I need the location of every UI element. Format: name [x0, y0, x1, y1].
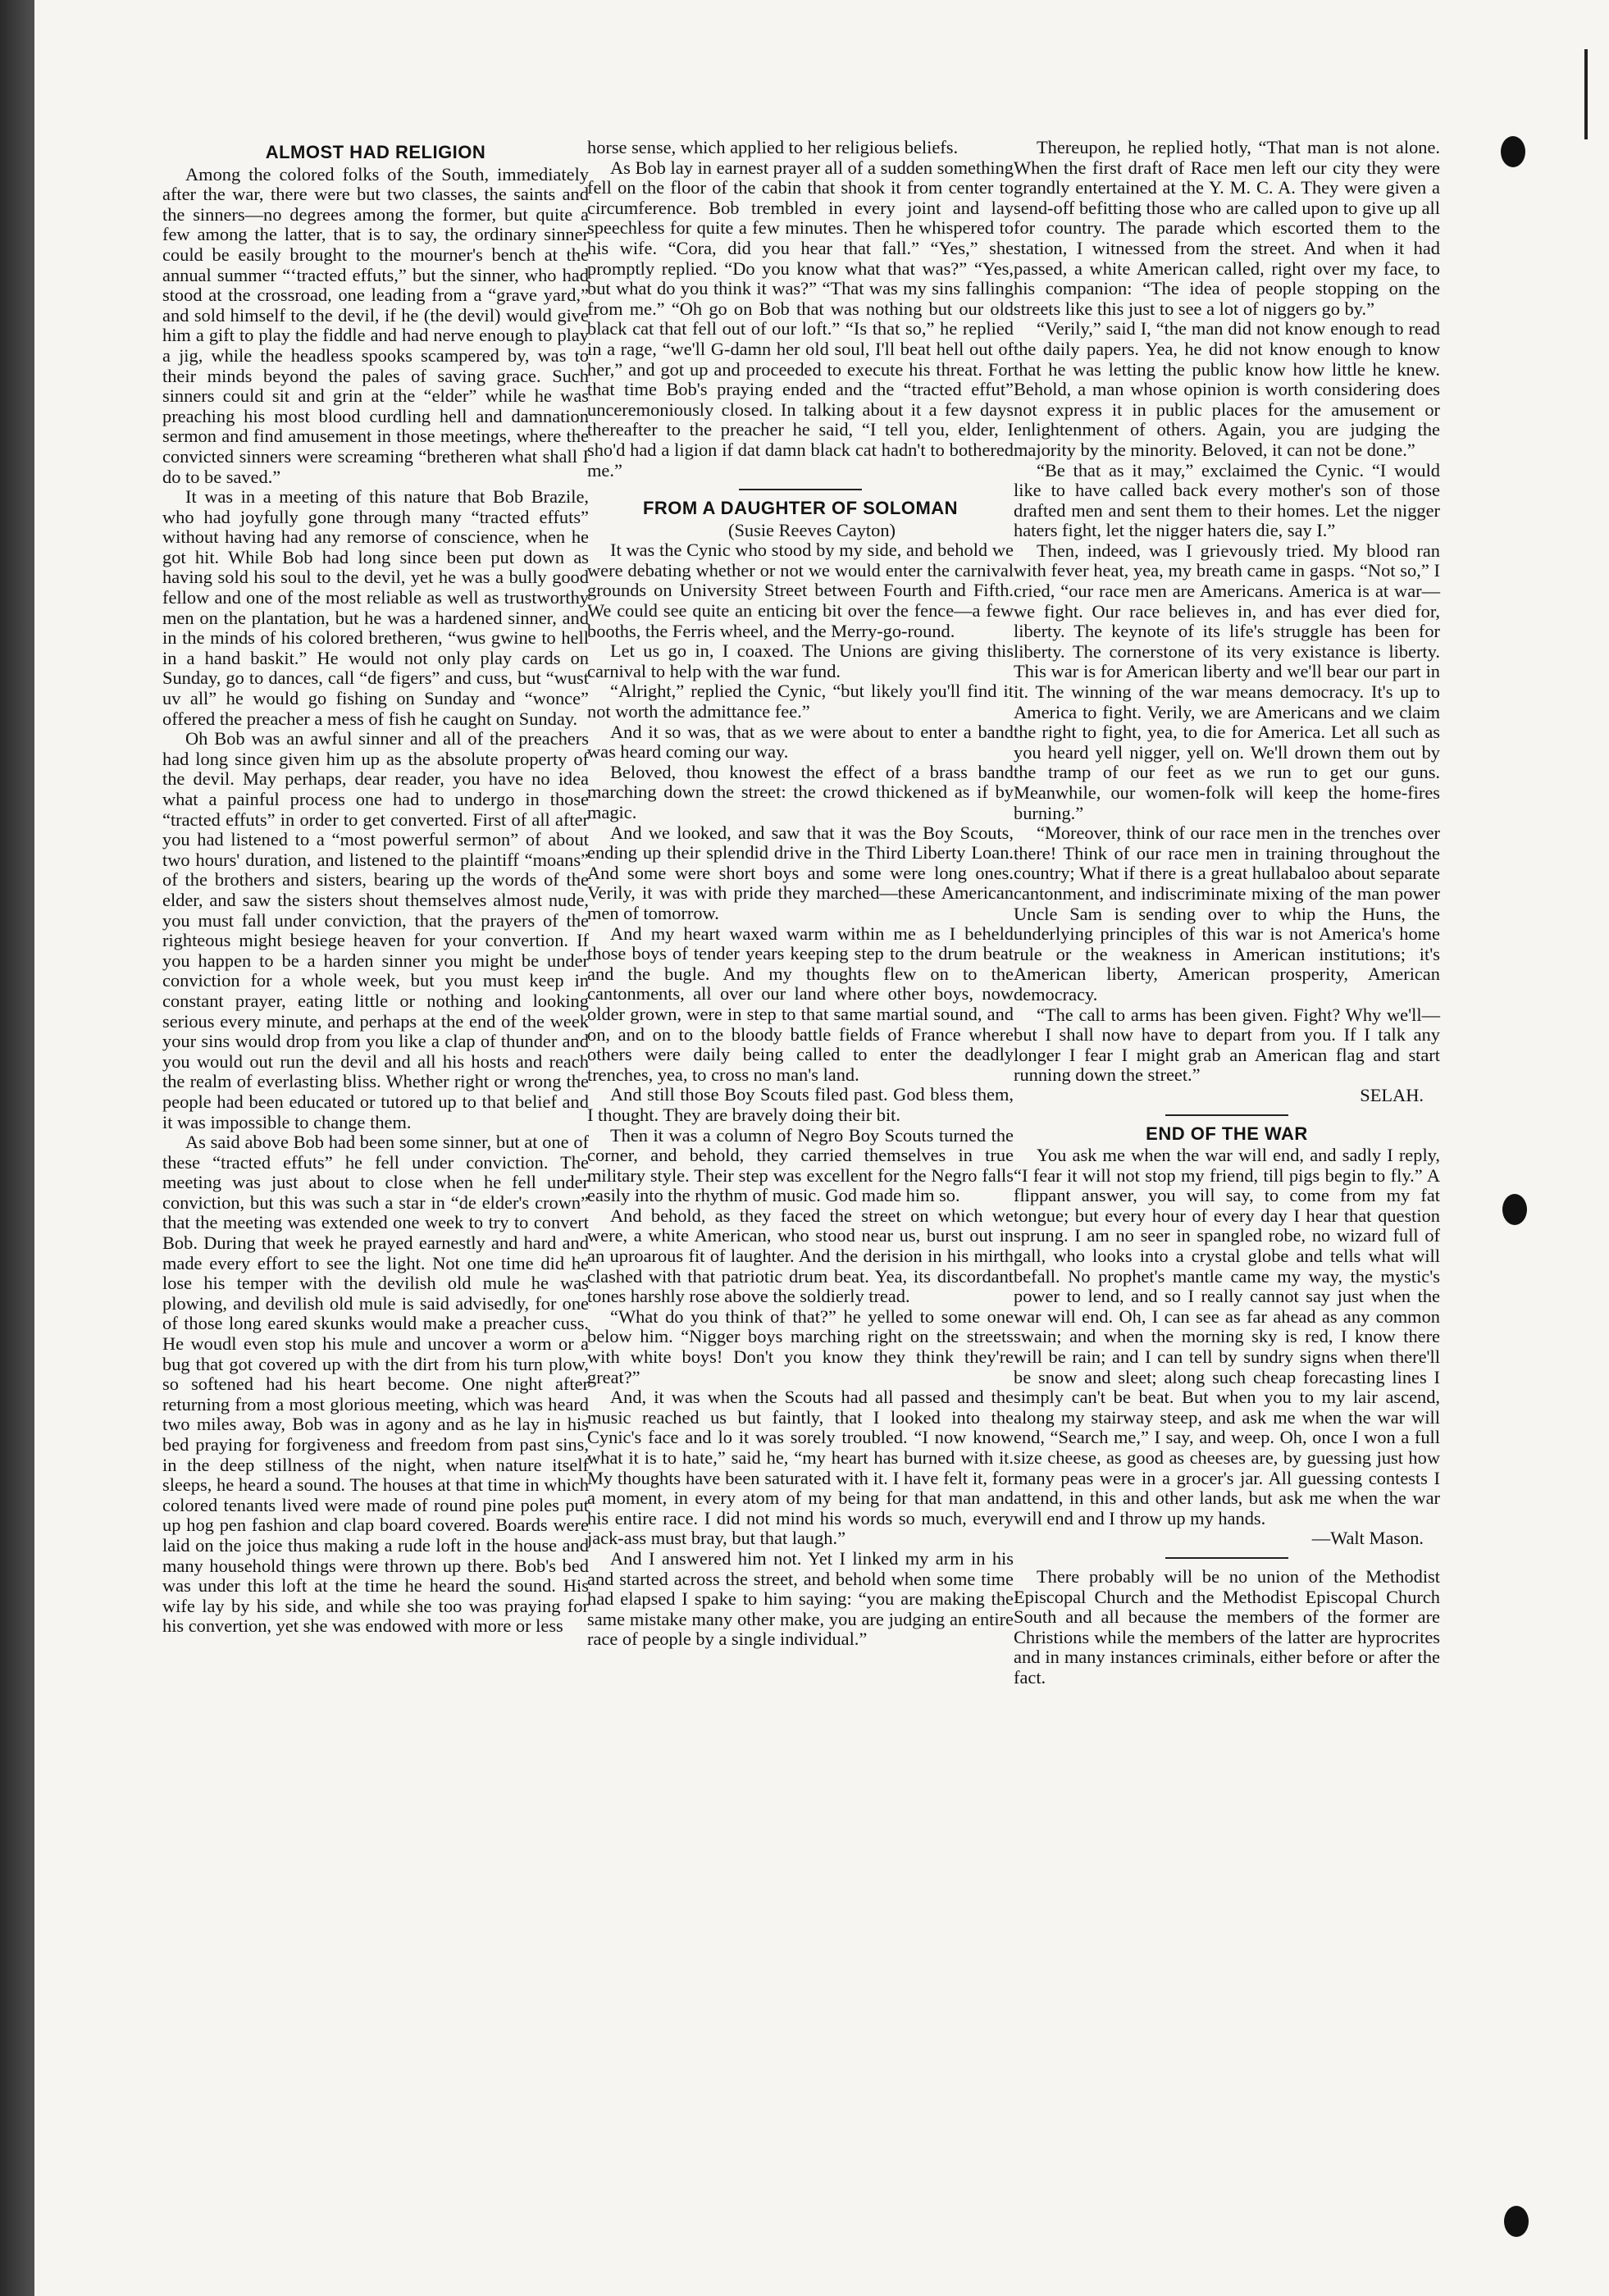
paragraph: Beloved, thou knowest the effect of a brass band marching down the street: the crowd thickened as if by magic.	[587, 761, 1014, 822]
paragraph: And, it was when the Scouts had all passed and the music reached us but faintly, that I looked into the Cynic's face and lo it was sorely troubled. “I now know what it is to hate,” said he, “my heart has burned with it. My thoughts have been saturated with it. I have felt it, for a moment, in every atom of my being for that man and his entire race. I did not mind his words so much, every jack-ass must bray, but that laugh.”	[587, 1387, 1014, 1549]
margin-mark	[1584, 49, 1588, 139]
paragraph: “Alright,” replied the Cynic, “but likely you'll find it not worth the admittance fee.”	[587, 681, 1014, 722]
column-2	[587, 138, 1014, 1650]
article-title-end-of-the-war: END OF THE WAR	[1146, 1123, 1308, 1144]
paragraph: And it so was, that as we were about to enter a band was heard coming our way.	[587, 721, 1014, 763]
punch-hole	[1502, 1194, 1527, 1225]
paragraph: Thereupon, he replied hotly, “That man is not alone. When the first draft of Race men left our city they were grandly entertained at the Y. M. C. A. They were given a send-off befitting those who are called upon to give up all for country. The parade which escorted them to the station, I witnessed from the street. And when it had passed, a white American called, right over my face, to his companion: “The idea of people stopping on the streets like this just to see a lot of niggers go by.”	[1014, 137, 1440, 319]
paragraph: “Verily,” said I, “the man did not know enough to read the daily papers. Yea, he did not know enough to know that he was letting the public know how little he knew. Behold, a man whose opinion is worth considering does not express it in public places for the amusement or enlightenment of others. Again, you are judging the majority by the minority. Beloved, it can not be done.”	[1014, 318, 1440, 460]
article-title-daughter-of-soloman: FROM A DAUGHTER OF SOLOMAN	[642, 498, 959, 519]
paragraph: As said above Bob had been some sinner, but at one of these “tracted effuts” he fell under conviction. The meeting was just about to close when he fell under conviction, but this was such a star in “de elder's crown” that the meeting was extended one week to try to convert Bob. During that week he prayed earnestly and hard and made every effort to see the light. Not one time did he lose his temper with the devilish old mule he was plowing, and devilish old mule is said advisedly, for one of those long eared skunks would make a preacher cuss. He woudl even stop his mule and uncover a worm or a bug that got covered up with the dirt from his turn plow, so softened had his heart become. One night after returning from a most glorious meeting, which was heard two miles away, Bob was in agony and as he lay in his bed praying for forgiveness and freedom from past sins, in the deep stillness of the night, when nature itself sleeps, he heard a sound. The houses at that time in which colored tenants lived were made of round pine poles put up hog pen fashion and clap board covered. Boards were laid on the joice thus making a rude loft in the house and many household things were thrown up there. Bob's bed was under this loft at the time he heard the sound. His wife lay by his side, and while she too was praying for his convertion, yet she was endowed with more or less	[162, 1132, 589, 1637]
paragraph: “Be that as it may,” exclaimed the Cynic. “I would like to have called back every mother's son of those drafted men and sent them to their homes. Let the nigger haters fight, let the nigger haters die, say I.”	[1014, 459, 1440, 541]
paragraph: Oh Bob was an awful sinner and all of the preachers had long since given him up as the absolute property of the devil. May perhaps, dear reader, you have no idea what a painful process one had to undergo in those “tracted effuts” in order to get converted. First of all after you had listened to a “most powerful sermon” of about two hours' duration, and listened to the plaintiff “moans” of the brothers and sisters, bearing up the words of the elder, and saw the sisters shout themselves almost nude, you must fall under conviction, that the prayers of the righteous might besiege heaven for your convertion. If you happen to be a harden sinner you might be under conviction for a whole week, but you must keep in constant prayer, eating little or nothing and looking serious every minute, and perhaps at the end of the week your sins would drop from you like a clap of thunder and you would out run the devil and all his hosts and reach the realm of everlasting bliss. Whether right or wrong the people had been educated or tutored up to that belief and it was impossible to change them.	[162, 728, 589, 1132]
column-1	[162, 138, 589, 1637]
divider	[1165, 1557, 1288, 1559]
punch-hole	[1504, 2206, 1529, 2237]
paragraph: And I answered him not. Yet I linked my arm in his and started across the street, and behold when some time had elapsed I spake to him saying: “you are making the same mistake many other make, you are judging an entire race of people by a single individual.”	[587, 1547, 1014, 1650]
paragraph: “What do you think of that?” he yelled to some one below him. “Nigger boys marching right on the streets with white boys! Don't you know they think they're great?”	[587, 1305, 1014, 1387]
paragraph-continued: horse sense, which applied to her religious beliefs.	[587, 137, 959, 157]
paragraph: “Moreover, think of our race men in the trenches over there! Think of our race men in training throughout the country; What if there is a great hullabaloo about separate cantonment, and indiscriminate mixing of the man power Uncle Sam is sending over to whip the Huns, the underlying principles of this war is not America's home rule or the weakness in American institutions; it's American liberty, American prosperity, American democracy.	[1014, 822, 1440, 1004]
paragraph: And my heart waxed warm within me as I beheld those boys of tender years keeping step to the drum beat and the bugle. And my thoughts flew on to the cantonments, all over our land where other boys, now older grown, were in step to that same martial sound, and on, and on to the bloody battle fields of France where others were daily being called to enter the deadly trenches, yea, to cross no man's land.	[587, 922, 1014, 1085]
poem-paragraph: You ask me when the war will end, and sadly I reply, “I fear it will not stop my friend, till pigs begin to fly.” A flippant answer, you will say, to come from my fat tongue; but every hour of every day I hear that question sprung. I am no seer in spangled robe, no wizard full of gall, who looks into a crystal globe and tells what will befall. No prophet's mantle came my way, the mystic's power to lend, and so I really cannot say just when the war will end. Oh, I can see as far ahead as any common swain; and when the morning sky is red, I know there will be rain; and I can tell by sundry signs when there'll be snow and sleet; along such cheap forecasting lines I simply can't be beat. But when you to my lair ascend, along my stairway steep, and ask me when the war will end, “Search me,” I say, and weep. Oh, once I won a full size cheese, as good as cheeses are, by guessing just how many peas were in a grocer's jar. All guessing contests I attend, in this and other lands, but ask me when the war will end and I throw up my hands.	[1014, 1145, 1440, 1528]
paragraph: As Bob lay in earnest prayer all of a sudden something fell on the floor of the cabin that shook it from center to circumference. Bob trembled in every joint and lay speechless for quite a few minutes. Then he whispered to his wife. “Cora, did you hear that fall.” “Yes,” she promptly replied. “Do you know what that was?” “Yes, but what do you think it was?” “That was my sins falling from me.” “Oh go on Bob that was nothing but our old black cat that fell out of our loft.” “Is that so,” he replied in a rage, “we'll G-damn her old soul, I'll beat hell out of her,” and got up and proceeded to execute his threat. For that time Bob's praying ended and the “tracted effut” unceremoniously closed. In talking about it a few days thereafter to the preacher he said, “I tell you, elder, I sho'd had a ligion if dat damn black cat hadn't to bothered me.”	[587, 157, 1014, 481]
paragraph: “The call to arms has been given. Fight? Why we'll—but I shall now have to depart from you. If I talk any longer I fear I might grab an American flag and start running down the street.”	[1014, 1004, 1440, 1086]
paragraph: Then, indeed, was I grievously tried. My blood ran with fever heat, yea, my breath came in gasps. “Not so,” I cried, “our race men are Americans. America is at war—we fight. Our race believes in, and has ever died for, liberty. The keynote of its life's struggle has been for liberty. The cornerstone of its very existance is liberty. This war is for American liberty and we'll bear our part in it. The winning of the war means democracy. It's up to America to fight. Verily, we are Americans and we claim the right to fight, yea, to die for America. Let all such as you heard yell nigger, yell on. We'll drown them out by the tramp of our feet as we run to get our guns. Meanwhile, our women-folk will keep the home-fires burning.”	[1014, 540, 1440, 823]
paragraph: And still those Boy Scouts filed past. God bless them, I thought. They are bravely doing their bit.	[587, 1084, 1014, 1125]
paragraph: Then it was a column of Negro Boy Scouts turned the corner, and behold, they carried themselves in true military style. Their step was excellent for the Negro falls easily into the rhythm of music. God made him so.	[587, 1124, 1014, 1206]
author-credit: —Walt Mason.	[1311, 1528, 1424, 1549]
paragraph: Let us go in, I coaxed. The Unions are giving this carnival to help with the war fund.	[587, 640, 1014, 681]
punch-hole	[1501, 136, 1525, 167]
paragraph: Among the colored folks of the South, immediately after the war, there were but two classes, the saints and the sinners—no degrees among the former, but quite a few among the latter, that is to say, the ordinary sinner could be easily brought to the mourner's bench at the annual summer “‘tracted effuts,” but the sinner, who had stood at the crossroad, one leading from a “grave yard,” and sold himself to the devil, if he (the devil) would give him a gift to play the fiddle and had nerve enough to play a jig, while the headless spooks scampered by, was to their minds beyond the pales of saving grace. Such sinners could sit and grin at the “elder” while he was preaching his most blood curdling hell and damnation sermon and find amusement in those meetings, where the convicted sinners were screaming “bretheren what shall I do to be saved.”	[162, 163, 589, 487]
divider	[739, 489, 862, 490]
paragraph: And we looked, and saw that it was the Boy Scouts, ending up their splendid drive in the Third Liberty Loan. And some were short boys and some were long ones. Verily, it was with pride they marched—these American men of tomorrow.	[587, 822, 1014, 923]
paragraph: And behold, as they faced the street on which we were, a white American, who stood near us, burst out in an uproarous fit of laughter. And the derision in his mirth clashed with that patriotic drum beat. Yea, its discordant tones harshly rose above the soldierly tread.	[587, 1205, 1014, 1307]
paragraph: There probably will be no union of the Methodist Episcopal Church and the Methodist Episcopal Church South and all because the members of the former are Christions while the members of the latter are hyprocrites and in many instances criminals, either before or after the fact.	[1014, 1565, 1440, 1688]
column-3	[1014, 138, 1440, 1688]
paragraph: It was the Cynic who stood by my side, and behold we were debating whether or not we would enter the carnival grounds on University Street between Fourth and Fifth. We could see quite an enticing bit over the fence—a few booths, the Ferris wheel, and the Merry-go-round.	[587, 540, 1014, 641]
signoff-selah: SELAH.	[1360, 1084, 1424, 1105]
divider	[1165, 1114, 1288, 1116]
paragraph: It was in a meeting of this nature that Bob Brazile, who had joyfully gone through many “tracted effuts” without having had any remorse of conscience, when he got hit. While Bob had long since been put down as having sold his soul to the devil, yet he was a bully good fellow and one of the most reliable as well as trustworthy men on the plantation, but he was a hardened sinner, and in the minds of his colored bretheren, “wus gwine to hell in a hand baskit.” He would not only play cards on Sunday, go to dances, call “de figers” and cuss, but “wust uv all” he would go fishing on Sunday and “wonce” offered the preacher a mess of fish he caught on Sunday.	[162, 486, 589, 729]
byline: (Susie Reeves Cayton)	[728, 519, 896, 540]
article-title-almost-had-religion: ALMOST HAD RELIGION	[265, 142, 486, 162]
